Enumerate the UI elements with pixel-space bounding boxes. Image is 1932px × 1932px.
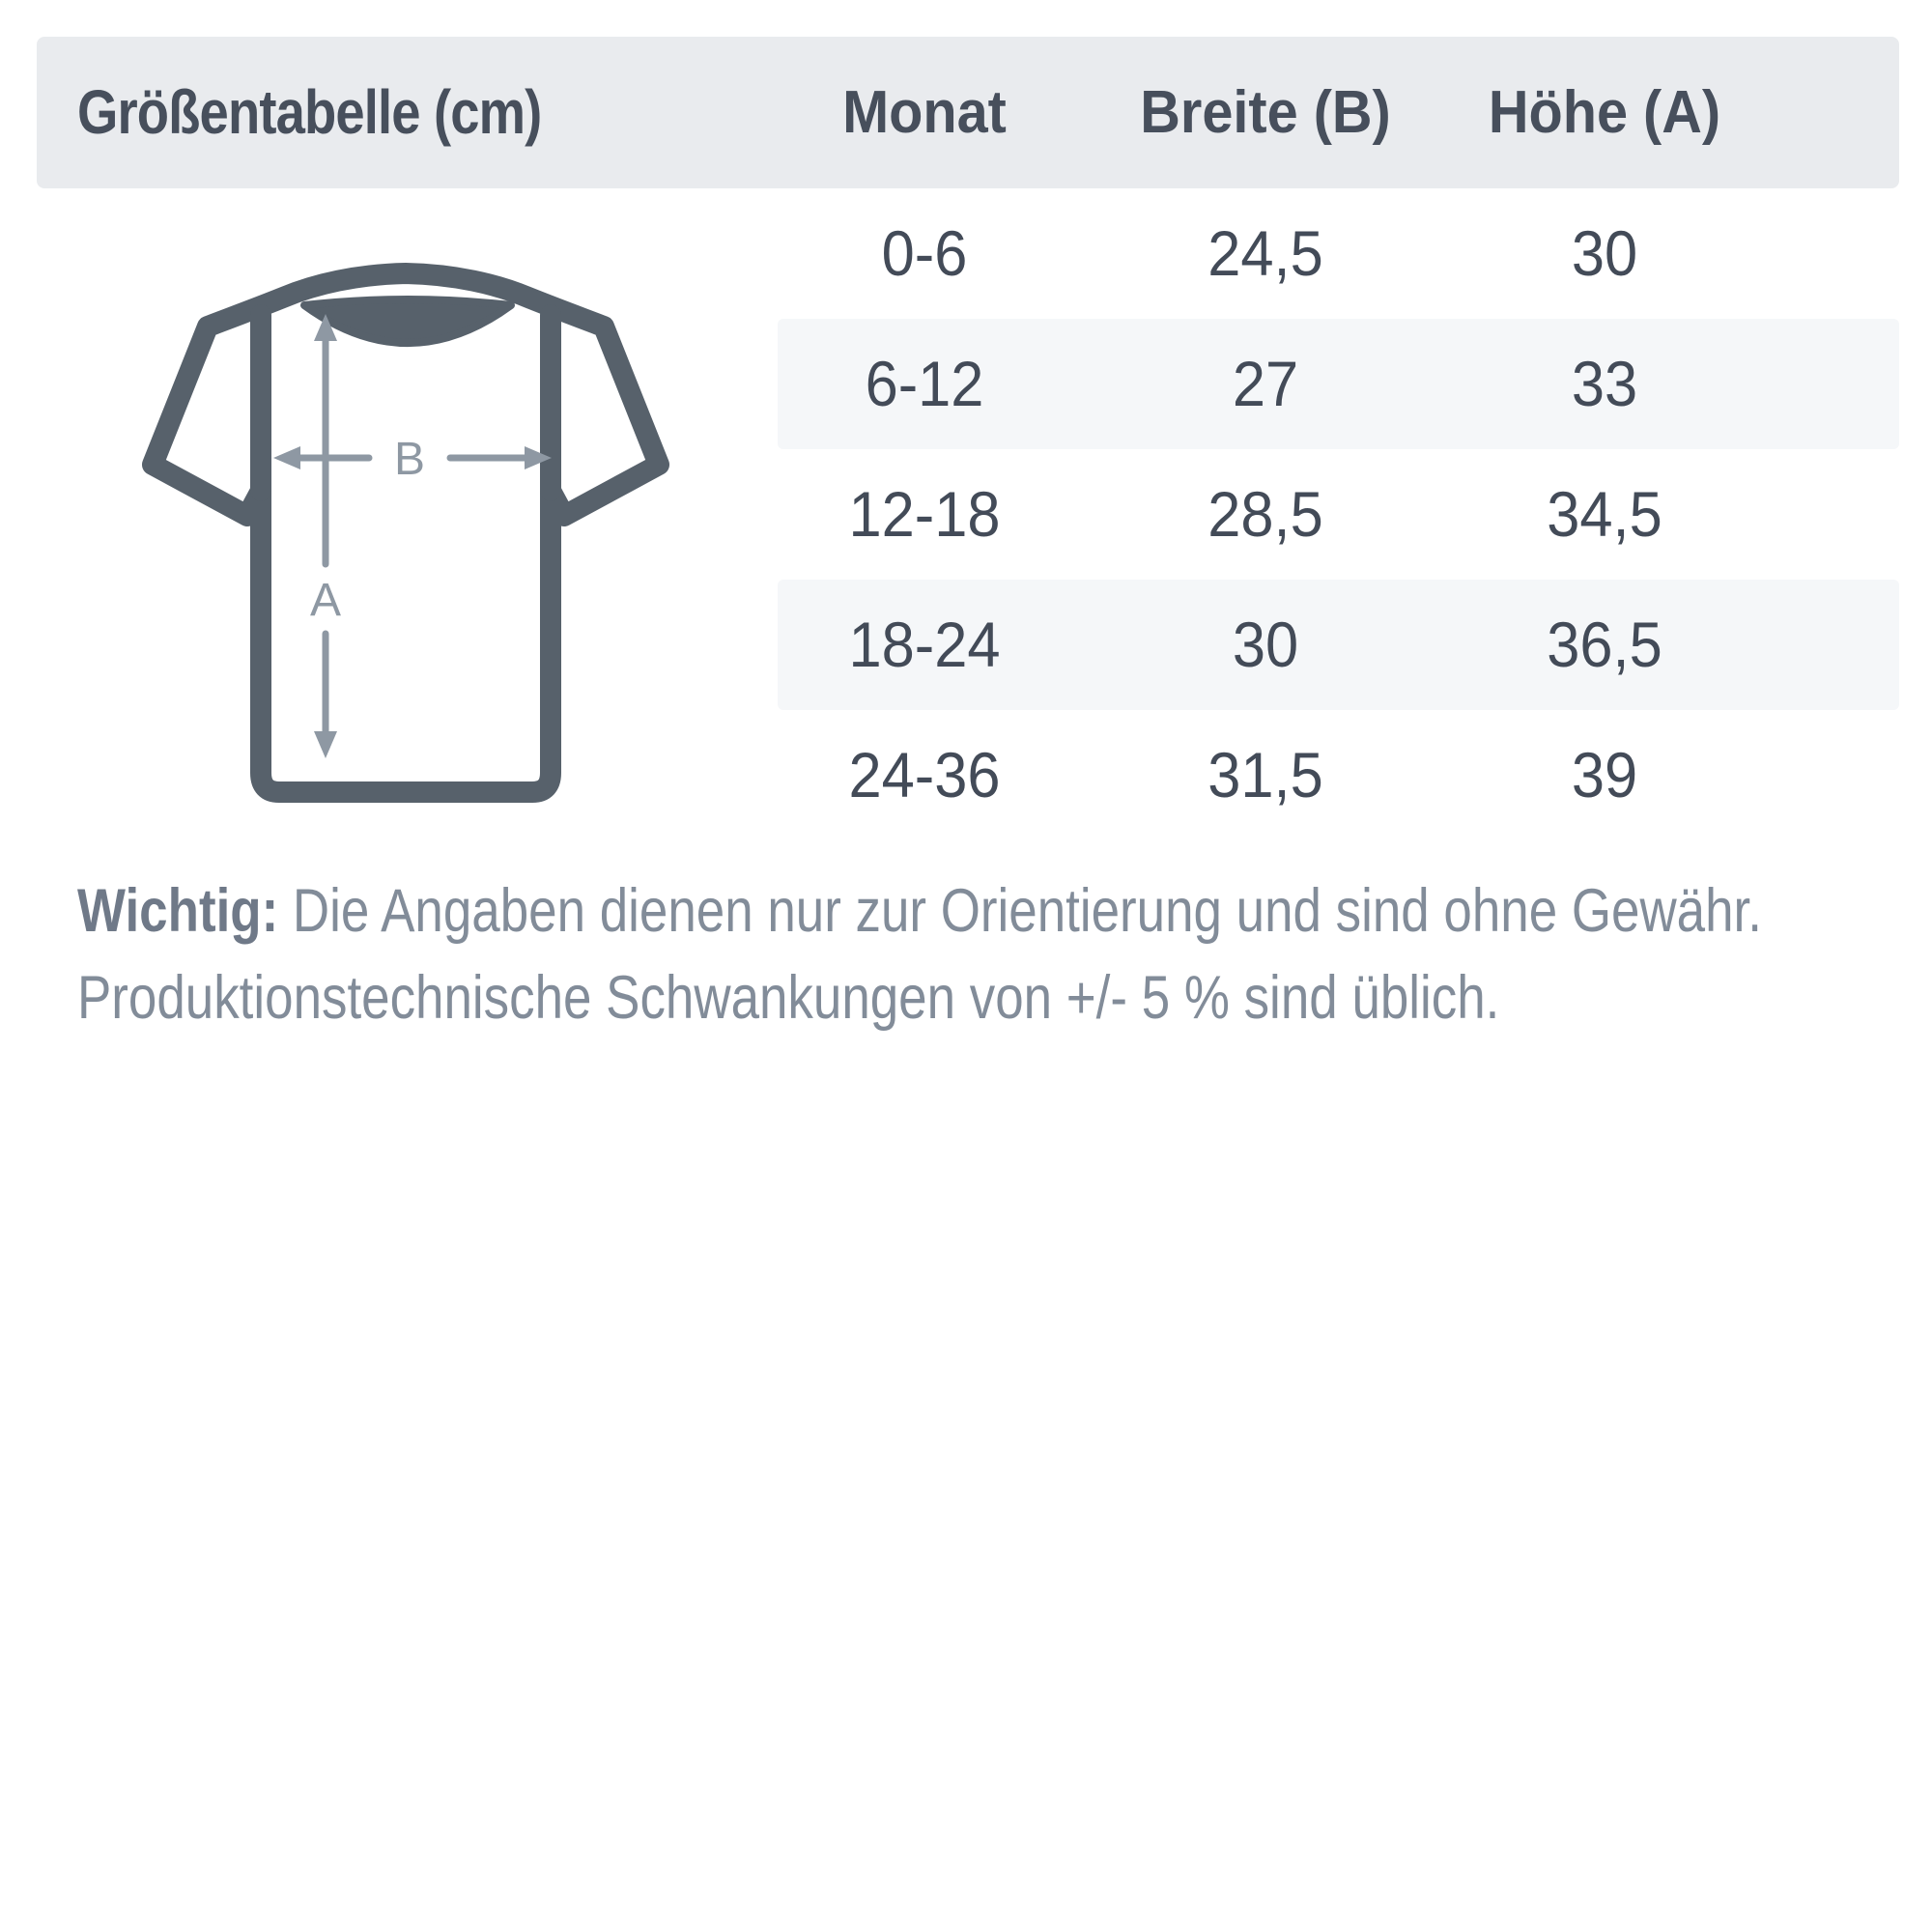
column-header-breite: Breite (B) [1140,79,1391,146]
column-header-hoehe: Höhe (A) [1488,79,1721,146]
cell-hoehe: 33 [1571,348,1638,419]
shirt-collar [304,299,511,343]
cell-breite: 31,5 [1208,739,1323,810]
cell-monat: 6-12 [865,348,984,419]
cell-breite: 28,5 [1208,478,1323,550]
cell-hoehe: 36,5 [1547,609,1662,680]
note-line-2: Produktionstechnische Schwankungen von +/- 5 % sind üblich. [77,964,1500,1032]
width-label: B [393,434,426,485]
cell-breite: 24,5 [1208,217,1323,289]
note-label: Wichtig: [77,877,279,945]
cell-monat: 18-24 [848,609,1001,680]
width-arrow-b [273,434,552,485]
height-label: A [309,575,342,626]
note [77,867,1781,1041]
height-arrow-a [310,314,341,758]
cell-breite: 30 [1232,609,1299,680]
note-line-1 [77,867,1781,954]
cell-monat: 0-6 [881,217,968,289]
tshirt-measurement-diagram [126,263,686,813]
cell-monat: 24-36 [848,739,1001,810]
cell-hoehe: 34,5 [1547,478,1662,550]
cell-breite: 27 [1232,348,1299,419]
cell-monat: 12-18 [848,478,1001,550]
cell-hoehe: 39 [1571,739,1638,810]
page-title: Größentabelle (cm) [77,77,542,147]
tshirt-icon [126,263,686,813]
cell-hoehe: 30 [1571,217,1638,289]
column-header-monat: Monat [842,79,1007,146]
shirt-outline [153,273,659,792]
note-text-1: Die Angaben dienen nur zur Orientierung und sind ohne Gewähr. [278,877,1762,945]
